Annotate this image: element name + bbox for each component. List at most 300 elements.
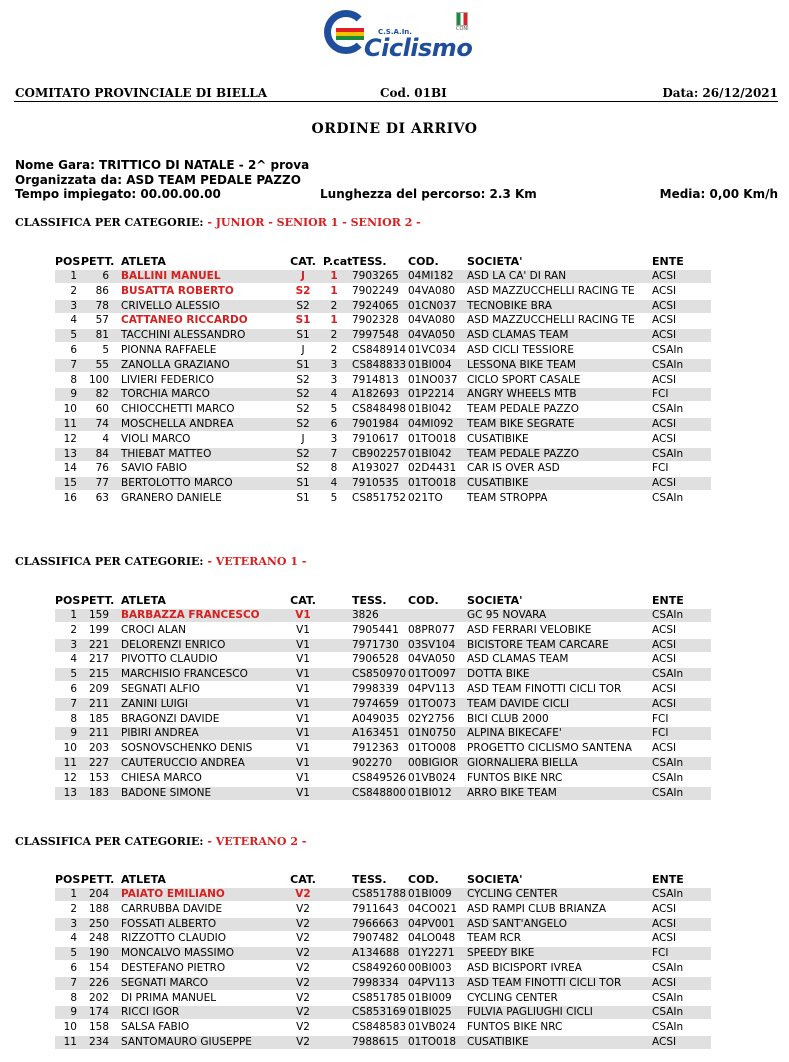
table-row	[55, 991, 711, 1006]
cell-atleta: CHIOCCHETTI MARCO	[121, 403, 235, 416]
table-row	[55, 741, 711, 756]
cell-tess: 7901984	[352, 417, 399, 430]
race-name: Nome Gara: TRITTICO DI NATALE - 2^ prova	[15, 158, 310, 172]
cell-tess: A182693	[352, 388, 400, 401]
cell-cod: 04PV113	[408, 976, 455, 989]
column-header-ente: ENTE	[652, 594, 684, 607]
cell-pos: 13	[63, 447, 77, 460]
cell-pos: 3	[70, 299, 77, 312]
cell-atleta: PAIATO EMILIANO	[121, 888, 225, 900]
cell-tess: CS848498	[352, 403, 407, 416]
table-row	[55, 447, 711, 462]
cell-soc: ASD TEAM FINOTTI CICLI TOR	[467, 976, 622, 989]
table-row	[55, 358, 711, 373]
cell-pos: 13	[63, 786, 77, 799]
column-header-ente: ENTE	[652, 255, 684, 268]
cell-cod: 04MI092	[408, 417, 454, 430]
cell-atleta: THIEBAT MATTEO	[121, 447, 212, 460]
cell-pett: 4	[102, 432, 109, 445]
cell-ente: ACSI	[652, 623, 677, 636]
column-header-cod: COD.	[408, 873, 439, 886]
column-header-pcat: P.cat	[323, 255, 353, 268]
cell-tess: CS851785	[352, 991, 407, 1004]
cell-pos: 1	[70, 270, 77, 282]
cell-cat: S2	[296, 447, 310, 460]
cell-tess: 7907482	[352, 932, 399, 945]
column-header-atleta: ATLETA	[121, 873, 166, 886]
cell-atleta: PIVOTTO CLAUDIO	[121, 653, 218, 666]
column-header-soc: SOCIETA'	[467, 873, 523, 886]
cell-soc: TEAM RCR	[467, 932, 522, 945]
table-row	[55, 712, 711, 727]
cell-cod: 04CO021	[408, 902, 457, 915]
cell-tess: 7914813	[352, 373, 399, 386]
table-row	[55, 887, 711, 902]
cell-tess: 7910617	[352, 432, 399, 445]
cell-cat: V2	[296, 917, 310, 930]
table-row	[55, 667, 711, 682]
cell-tess: 7906528	[352, 653, 399, 666]
cell-soc: CAR IS OVER ASD	[467, 462, 560, 475]
cell-pos: 9	[70, 727, 77, 740]
cell-pett: 248	[88, 932, 109, 945]
section-label: CLASSIFICA PER CATEGORIE:	[15, 216, 208, 229]
cell-atleta: GRANERO DANIELE	[121, 491, 222, 504]
cell-pcat: 5	[330, 491, 338, 504]
logo-small-text: C.S.A.In.	[378, 28, 412, 36]
cell-atleta: PIBIRI ANDREA	[121, 727, 199, 740]
cell-soc: TEAM STROPPA	[467, 491, 548, 504]
cell-cod: 04PV001	[408, 917, 455, 930]
cell-pett: 226	[88, 976, 109, 989]
cell-cat: V2	[296, 961, 310, 974]
cell-ente: ACSI	[652, 477, 677, 490]
cell-soc: TEAM BIKE SEGRATE	[467, 417, 575, 430]
cell-pos: 5	[70, 947, 77, 960]
table-row	[55, 269, 711, 284]
cell-pos: 6	[70, 961, 77, 974]
committee-name: COMITATO PROVINCIALE DI BIELLA	[15, 86, 268, 100]
cell-soc: ASD FERRARI VELOBIKE	[467, 623, 592, 636]
csain-ciclismo-logo	[322, 8, 472, 66]
cell-atleta: TACCHINI ALESSANDRO	[121, 329, 246, 342]
cell-atleta: BADONE SIMONE	[121, 786, 212, 799]
cell-pett: 211	[88, 727, 109, 740]
cell-pett: 55	[95, 358, 109, 371]
cell-ente: ACSI	[652, 653, 677, 666]
cell-tess: 7997548	[352, 329, 399, 342]
cell-pos: 9	[70, 388, 77, 401]
cell-pos: 10	[63, 1021, 77, 1034]
cell-cat: S2	[296, 388, 310, 401]
cell-pett: 202	[88, 991, 109, 1004]
cell-soc: ASD SANT'ANGELO	[467, 917, 568, 930]
cell-cat: V1	[296, 668, 310, 681]
column-header-atleta: ATLETA	[121, 594, 166, 607]
cell-tess: A163451	[352, 727, 400, 740]
cell-ente: ACSI	[652, 682, 677, 695]
cell-cat: S1	[295, 314, 311, 327]
cell-cat: V1	[296, 756, 310, 769]
cell-pett: 250	[88, 917, 109, 930]
cell-pett: 6	[102, 270, 109, 282]
cell-tess: 7910535	[352, 477, 399, 490]
cell-cat: S1	[296, 491, 310, 504]
cell-cat: S1	[296, 329, 310, 342]
cell-cod: 04LO048	[408, 932, 456, 945]
cell-pett: 60	[95, 403, 109, 416]
cell-soc: CICLO SPORT CASALE	[467, 373, 581, 386]
cell-cod: 01TO008	[408, 742, 457, 755]
table-row	[55, 417, 711, 432]
cell-tess: 7912363	[352, 742, 399, 755]
cell-pos: 6	[70, 343, 77, 356]
cell-soc: TEAM DAVIDE CICLI	[467, 697, 570, 710]
cell-cod: 01BI009	[408, 888, 452, 900]
cell-cod: 01BI042	[408, 447, 452, 460]
table-row	[55, 786, 711, 801]
cell-ente: CSAIn	[652, 343, 684, 356]
cell-tess: CS851788	[352, 888, 407, 900]
table-row	[55, 476, 711, 491]
cell-tess: A049035	[352, 712, 400, 725]
cell-pcat: 4	[330, 388, 338, 401]
race-length: Lunghezza del percorso: 2.3 Km	[320, 187, 537, 201]
cell-pcat: 5	[330, 403, 338, 416]
cell-tess: 7902328	[352, 314, 399, 327]
cell-soc: ASD MAZZUCCHELLI RACING TE	[467, 284, 635, 297]
cell-ente: CSAIn	[652, 1021, 684, 1034]
cell-cod: 08PR077	[408, 623, 456, 636]
table-row	[55, 623, 711, 638]
table-row	[55, 946, 711, 961]
cell-pett: 74	[95, 417, 109, 430]
cell-pcat: 3	[330, 358, 338, 371]
cell-soc: CYCLING CENTER	[467, 888, 558, 900]
cell-soc: ASD MAZZUCCHELLI RACING TE	[467, 314, 635, 327]
cell-ente: FCI	[652, 947, 669, 960]
cell-cat: V2	[296, 976, 310, 989]
cell-atleta: BALLINI MANUEL	[121, 270, 221, 282]
cell-tess: CS853169	[352, 1006, 407, 1019]
section-label: CLASSIFICA PER CATEGORIE:	[15, 555, 208, 568]
cell-pett: 199	[88, 623, 109, 636]
cell-pos: 4	[70, 314, 77, 327]
cell-ente: FCI	[652, 462, 669, 475]
table-row	[55, 961, 711, 976]
cell-pett: 215	[88, 668, 109, 681]
cell-pos: 15	[63, 477, 77, 490]
cell-cat: S2	[296, 403, 310, 416]
cell-soc: SPEEDY BIKE	[467, 947, 535, 960]
cell-tess: 7911643	[352, 902, 399, 915]
column-header-soc: SOCIETA'	[467, 594, 523, 607]
cell-tess: CS849526	[352, 771, 407, 784]
cell-tess: 902270	[352, 756, 393, 769]
cell-cod: 04VA080	[408, 284, 456, 297]
cell-soc: ALPINA BIKECAFE'	[467, 727, 562, 740]
cell-cat: J	[301, 343, 305, 356]
cell-cat: J	[301, 432, 305, 445]
section-categories: - JUNIOR - SENIOR 1 - SENIOR 2 -	[207, 216, 421, 229]
cell-ente: ACSI	[652, 314, 677, 327]
cell-cod: 01VC034	[408, 343, 456, 356]
cell-soc: TECNOBIKE BRA	[467, 299, 552, 312]
cell-pett: 63	[95, 491, 109, 504]
cell-pos: 3	[70, 638, 77, 651]
cell-ente: ACSI	[652, 1035, 677, 1048]
cell-soc: CUSATIBIKE	[467, 1035, 529, 1048]
cell-ente: ACSI	[652, 432, 677, 445]
cell-pett: 188	[88, 902, 109, 915]
cell-soc: TEAM PEDALE PAZZO	[467, 447, 579, 460]
cell-cat: V1	[296, 771, 310, 784]
cell-cat: V1	[296, 727, 310, 740]
cell-cat: V1	[296, 638, 310, 651]
cell-pos: 12	[63, 432, 77, 445]
cell-atleta: CROCI ALAN	[121, 623, 186, 636]
cell-pett: 81	[95, 329, 109, 342]
italian-flag-icon	[456, 12, 468, 26]
cell-cat: V2	[296, 932, 310, 945]
section-heading	[15, 835, 306, 848]
cell-cat: V1	[296, 623, 310, 636]
race-time: Tempo impiegato: 00.00.00.00	[15, 187, 221, 201]
cell-pos: 5	[70, 668, 77, 681]
cell-ente: CSAIn	[652, 961, 684, 974]
cell-tess: A134688	[352, 947, 400, 960]
cell-pos: 10	[63, 403, 77, 416]
cell-pett: 183	[88, 786, 109, 799]
cell-atleta: BARBAZZA FRANCESCO	[121, 609, 260, 621]
section-heading	[15, 555, 306, 568]
table-row	[55, 771, 711, 786]
cell-cat: V2	[296, 902, 310, 915]
cell-tess: 7905441	[352, 623, 399, 636]
table-row	[55, 697, 711, 712]
section-heading	[15, 216, 421, 229]
cell-atleta: BUSATTA ROBERTO	[121, 284, 234, 297]
cell-atleta: BERTOLOTTO MARCO	[121, 477, 233, 490]
column-header-tess: TESS.	[352, 873, 387, 886]
cell-cat: V2	[296, 1021, 310, 1034]
cell-cod: 03SV104	[408, 638, 456, 651]
cell-soc: TEAM PEDALE PAZZO	[467, 403, 579, 416]
cell-atleta: SOSNOVSCHENKO DENIS	[121, 742, 253, 755]
cell-pos: 10	[63, 742, 77, 755]
cell-cod: 01TO018	[408, 432, 457, 445]
cell-pos: 2	[70, 623, 77, 636]
cell-cat: S1	[296, 358, 310, 371]
cell-pett: 76	[95, 462, 109, 475]
cell-ente: CSAIn	[652, 991, 684, 1004]
cell-atleta: CHIESA MARCO	[121, 771, 202, 784]
cell-atleta: CATTANEO RICCARDO	[121, 314, 248, 327]
page-title: ORDINE DI ARRIVO	[311, 121, 478, 137]
table-row	[55, 461, 711, 476]
cell-pett: 5	[102, 343, 109, 356]
cell-tess: CS848833	[352, 358, 407, 371]
cell-pos: 11	[63, 1035, 77, 1048]
cell-ente: CSAIn	[652, 358, 684, 371]
cell-tess: 7998339	[352, 682, 399, 695]
cell-atleta: RIZZOTTO CLAUDIO	[121, 932, 227, 945]
cell-cod: 01P2214	[408, 388, 455, 401]
cell-cod: 01N0750	[408, 727, 456, 740]
table-row	[55, 931, 711, 946]
cell-soc: ASD CICLI TESSIORE	[467, 343, 574, 356]
cell-pos: 7	[70, 358, 77, 371]
column-header-pett: PETT.	[81, 873, 115, 886]
cell-pett: 84	[95, 447, 109, 460]
cell-pett: 174	[88, 1006, 109, 1019]
flag-caption: CONI	[456, 26, 469, 32]
cell-pett: 211	[88, 697, 109, 710]
cell-soc: CUSATIBIKE	[467, 477, 529, 490]
cell-pett: 57	[95, 314, 109, 327]
table-header	[55, 873, 711, 887]
table-row	[55, 284, 711, 299]
table-row	[55, 373, 711, 388]
cell-soc: DOTTA BIKE	[467, 668, 530, 681]
cell-cat: V2	[296, 991, 310, 1004]
column-header-pos: POS.	[55, 873, 85, 886]
cell-cod: 04MI182	[408, 270, 454, 282]
cell-ente: ACSI	[652, 917, 677, 930]
cell-cod: 01Y2271	[408, 947, 455, 960]
cell-pett: 159	[88, 609, 109, 621]
cell-atleta: MOSCHELLA ANDREA	[121, 417, 234, 430]
cell-atleta: SANTOMAURO GIUSEPPE	[121, 1035, 252, 1048]
cell-tess: 7998334	[352, 976, 399, 989]
cell-cat: S2	[296, 373, 310, 386]
cell-ente: FCI	[652, 712, 669, 725]
cell-cod: 04PV113	[408, 682, 455, 695]
cell-pcat: 2	[330, 329, 338, 342]
cell-cod: 01BI042	[408, 403, 452, 416]
cell-ente: FCI	[652, 388, 669, 401]
cell-soc: BICISTORE TEAM CARCARE	[467, 638, 609, 651]
cell-atleta: SALSA FABIO	[121, 1021, 190, 1034]
cell-soc: ASD RAMPI CLUB BRIANZA	[467, 902, 607, 915]
cell-atleta: CRIVELLO ALESSIO	[121, 299, 220, 312]
cell-soc: LESSONA BIKE TEAM	[467, 358, 576, 371]
cell-atleta: LIVIERI FEDERICO	[121, 373, 214, 386]
logo-word: Ciclismo	[364, 34, 473, 62]
cell-ente: ACSI	[652, 697, 677, 710]
cell-ente: ACSI	[652, 902, 677, 915]
section-categories: - VETERANO 1 -	[207, 555, 307, 568]
table-row	[55, 652, 711, 667]
cell-soc: CYCLING CENTER	[467, 991, 558, 1004]
cell-pcat: 8	[330, 462, 338, 475]
column-header-pett: PETT.	[81, 594, 115, 607]
cell-tess: CS851752	[352, 491, 407, 504]
section-categories: - VETERANO 2 -	[207, 835, 307, 848]
cell-ente: ACSI	[652, 270, 677, 282]
table-row	[55, 299, 711, 314]
cell-soc: CUSATIBIKE	[467, 432, 529, 445]
cell-pett: 227	[88, 756, 109, 769]
table-row	[55, 976, 711, 991]
cell-cod: 04VA080	[408, 314, 456, 327]
cell-atleta: SAVIO FABIO	[121, 462, 188, 475]
table-row	[55, 402, 711, 417]
cell-ente: CSAIn	[652, 1006, 684, 1019]
cell-cod: 01VB024	[408, 771, 456, 784]
cell-soc: GC 95 NOVARA	[467, 609, 547, 621]
cell-soc: PROGETTO CICLISMO SANTENA	[467, 742, 632, 755]
cell-pos: 4	[70, 653, 77, 666]
cell-pos: 16	[63, 491, 77, 504]
table-row	[55, 682, 711, 697]
cell-ente: ACSI	[652, 373, 677, 386]
cell-pos: 8	[70, 373, 77, 386]
cell-cat: V1	[296, 742, 310, 755]
cell-cat: V1	[296, 653, 310, 666]
cell-tess: CS850970	[352, 668, 407, 681]
cell-cod: 01TO018	[408, 1035, 457, 1048]
cell-atleta: ZANINI LUIGI	[121, 697, 188, 710]
cell-pcat: 7	[330, 447, 338, 460]
cell-pos: 12	[63, 771, 77, 784]
cell-pos: 7	[70, 697, 77, 710]
cell-pcat: 6	[330, 417, 338, 430]
header-divider	[14, 101, 778, 102]
cell-pos: 9	[70, 1006, 77, 1019]
cell-pos: 11	[63, 756, 77, 769]
cell-soc: BICI CLUB 2000	[467, 712, 549, 725]
cell-ente: CSAIn	[652, 491, 684, 504]
table-row	[55, 313, 711, 328]
table-row	[55, 726, 711, 741]
results-table	[55, 594, 711, 800]
cell-atleta: DELORENZI ENRICO	[121, 638, 226, 651]
document-date: Data: 26/12/2021	[662, 86, 778, 100]
cell-soc: ASD LA CA' DI RAN	[467, 270, 567, 282]
cell-cat: V1	[295, 609, 311, 621]
cell-pett: 209	[88, 682, 109, 695]
cell-cat: S2	[296, 417, 310, 430]
cell-pcat: 1	[330, 284, 338, 297]
cell-atleta: CAUTERUCCIO ANDREA	[121, 756, 245, 769]
cell-cod: 01CN037	[408, 299, 457, 312]
cell-ente: ACSI	[652, 284, 677, 297]
cell-ente: ACSI	[652, 638, 677, 651]
cell-pett: 185	[88, 712, 109, 725]
cell-tess: 7974659	[352, 697, 399, 710]
column-header-pett: PETT.	[81, 255, 115, 268]
cell-pett: 204	[88, 888, 109, 900]
cell-pos: 7	[70, 976, 77, 989]
table-row	[55, 756, 711, 771]
cell-ente: ACSI	[652, 932, 677, 945]
section-label: CLASSIFICA PER CATEGORIE:	[15, 835, 208, 848]
cell-ente: CSAIn	[652, 447, 684, 460]
column-header-atleta: ATLETA	[121, 255, 166, 268]
cell-cod: 01BI009	[408, 991, 452, 1004]
table-row	[55, 1020, 711, 1035]
cell-pcat: 2	[330, 343, 338, 356]
cell-cod: 01NO037	[408, 373, 458, 386]
cell-pett: 86	[95, 284, 109, 297]
cell-pos: 14	[63, 462, 77, 475]
cell-atleta: MONCALVO MASSIMO	[121, 947, 234, 960]
cell-atleta: PIONNA RAFFAELE	[121, 343, 217, 356]
column-header-cat: CAT.	[290, 594, 316, 607]
cell-soc: FULVIA PAGLIUGHI CICLI	[467, 1006, 593, 1019]
cell-atleta: SEGNATI MARCO	[121, 976, 209, 989]
